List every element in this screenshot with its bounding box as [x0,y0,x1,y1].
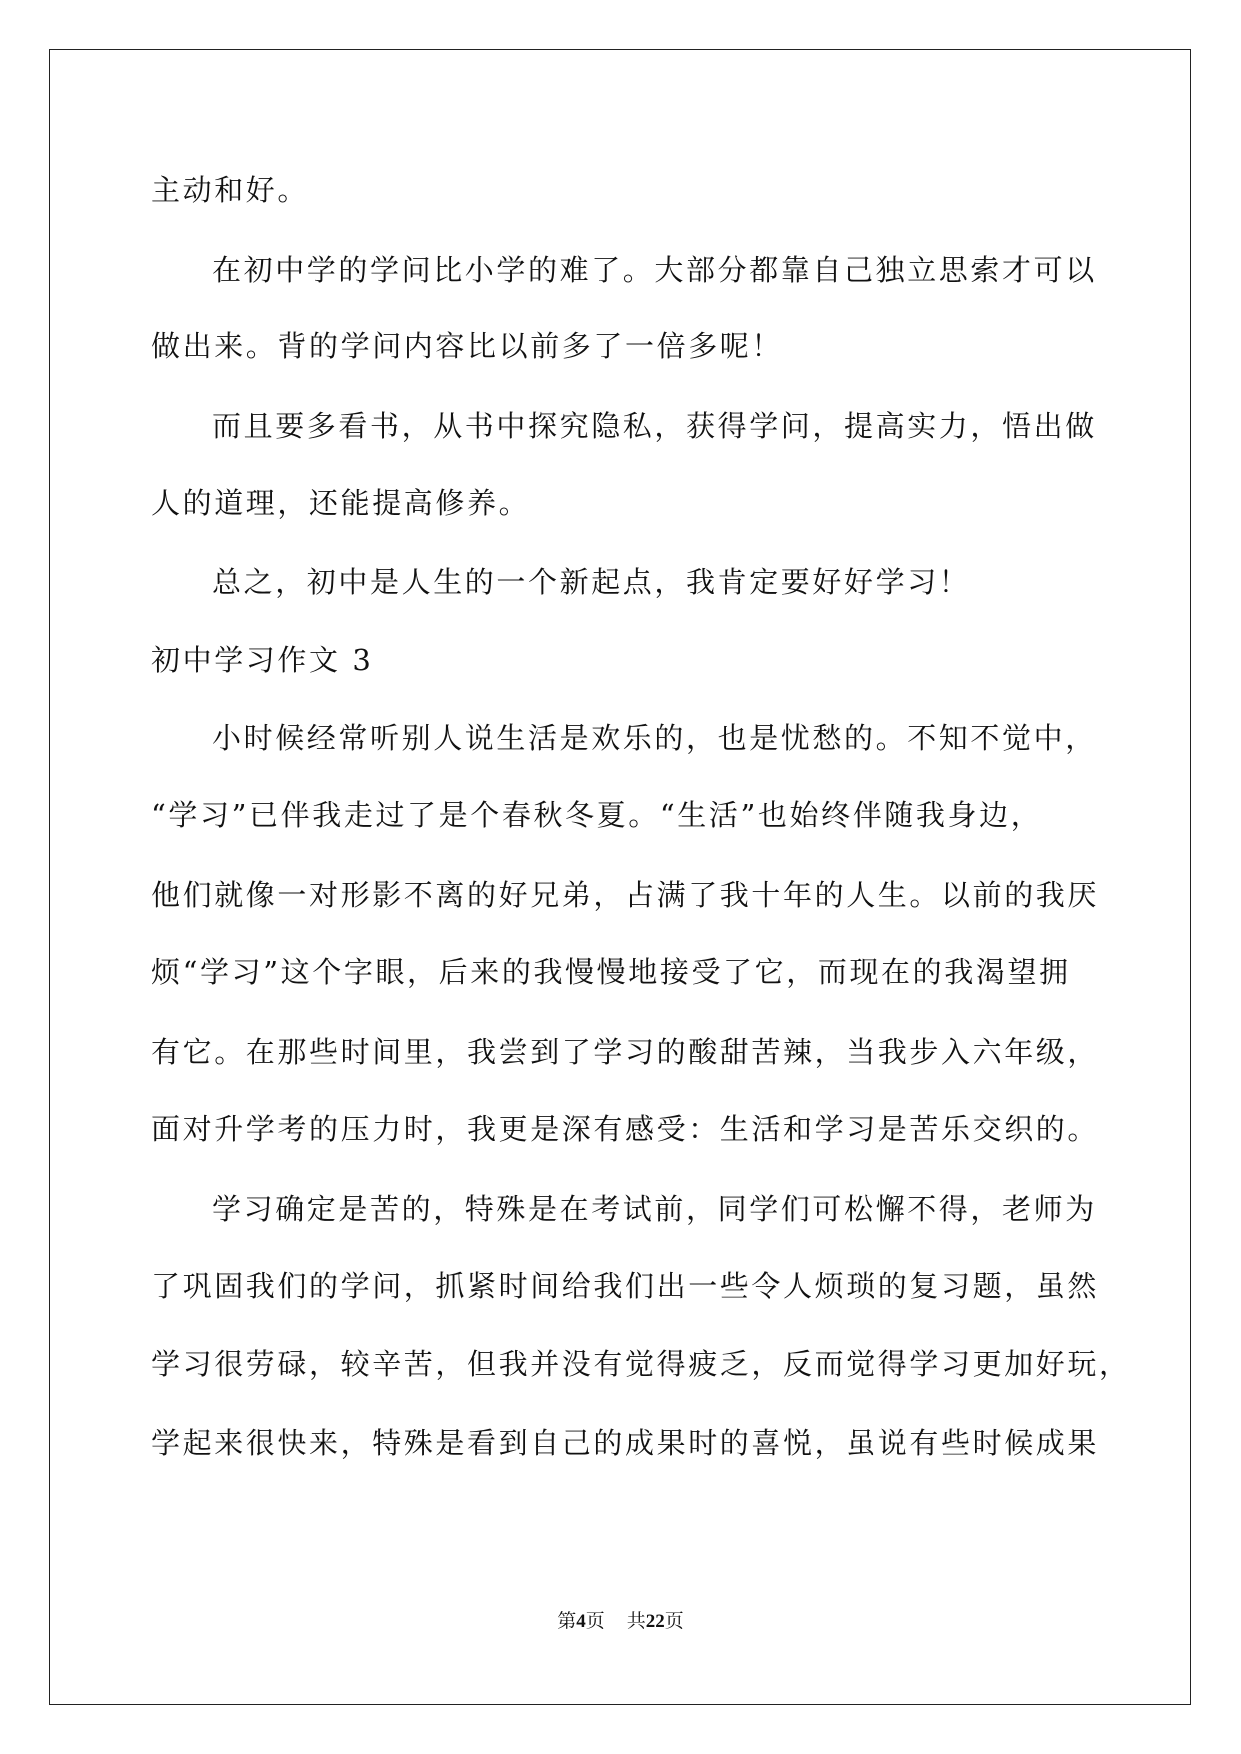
paragraph-start: 学习确定是苦的，特殊是在考试前，同学们可松懈不得，老师为 [212,1192,1097,1226]
total-label-suffix: 页 [664,1611,684,1632]
text-line: 学习很劳碌，较辛苦，但我并没有觉得疲乏，反而觉得学习更加好玩， [151,1347,1131,1381]
paragraph-start: 而且要多看书，从书中探究隐私，获得学问，提高实力，悟出做 [212,409,1097,443]
paragraph-start: 小时候经常听别人说生活是欢乐的，也是忧愁的。不知不觉中， [212,721,1097,755]
paragraph-start: 总之，初中是人生的一个新起点，我肯定要好好学习！ [212,565,971,599]
section-heading: 初中学习作文 3 [151,643,374,677]
text-line: 面对升学考的压力时，我更是深有感受：生活和学习是苦乐交织的。 [151,1112,1100,1146]
total-label-prefix: 共 [626,1611,646,1632]
text-line: 了巩固我们的学问，抓紧时间给我们出一些令人烦琐的复习题，虽然 [151,1269,1100,1303]
text-line: 有它。在那些时间里，我尝到了学习的酸甜苦辣，当我步入六年级， [151,1035,1100,1069]
text-line: 主动和好。 [151,173,310,207]
page-label-suffix: 页 [585,1611,605,1632]
page-label-prefix: 第 [557,1611,577,1632]
text-line: 学起来很快来，特殊是看到自己的成果时的喜悦，虽说有些时候成果 [151,1426,1100,1460]
text-line: 烦“学习”这个字眼，后来的我慢慢地接受了它，而现在的我渴望拥 [151,955,1071,989]
text-line: 人的道理，还能提高修养。 [151,486,531,520]
current-page-number: 4 [576,1611,586,1632]
text-line: 他们就像一对形影不离的好兄弟，占满了我十年的人生。以前的我厌 [151,878,1100,912]
text-line: “学习”已伴我走过了是个春秋冬夏。“生活”也始终伴随我身边， [151,798,1043,832]
paragraph-start: 在初中学的学问比小学的难了。大部分都靠自己独立思索才可以 [212,253,1097,287]
total-page-number: 22 [645,1611,665,1632]
text-line: 做出来。背的学问内容比以前多了一倍多呢！ [151,329,784,363]
page-footer [0,1606,1241,1633]
